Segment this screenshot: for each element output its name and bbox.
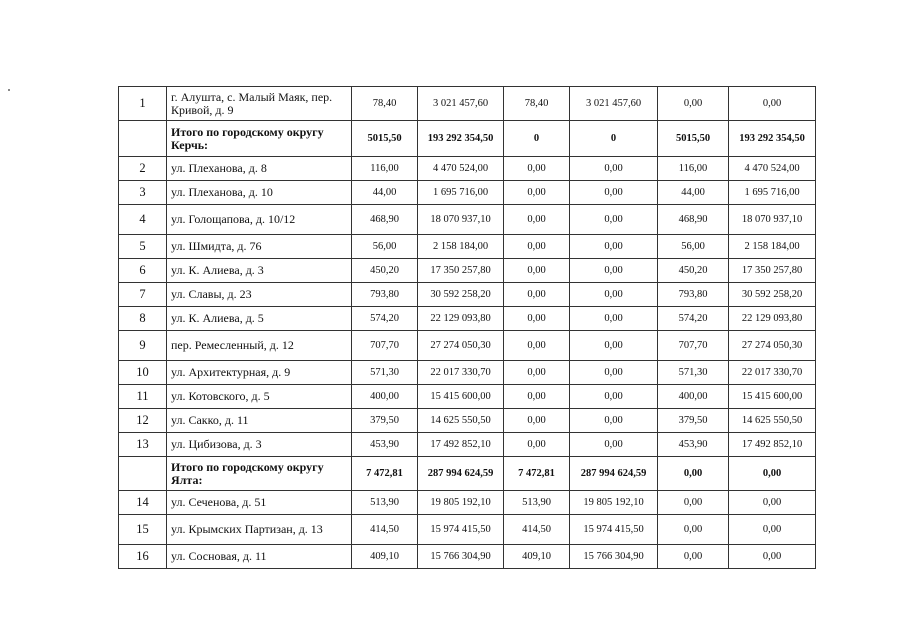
cost-remaining-cell: 30 592 258,20 xyxy=(729,283,816,307)
table-row xyxy=(119,283,816,307)
cost-total-cell: 2 158 184,00 xyxy=(418,235,504,259)
cost-cell: 15 974 415,50 xyxy=(570,515,658,545)
table-row xyxy=(119,385,816,409)
table-row xyxy=(119,259,816,283)
cost-remaining-cell: 0,00 xyxy=(729,545,816,569)
row-number: 11 xyxy=(119,385,167,409)
cost-total-cell: 27 274 050,30 xyxy=(418,331,504,361)
table-row xyxy=(119,491,816,515)
area-cell: 0,00 xyxy=(504,361,570,385)
area-remaining-cell: 56,00 xyxy=(658,235,729,259)
area-total-cell: 7 472,81 xyxy=(352,457,418,491)
area-cell: 0,00 xyxy=(504,235,570,259)
area-remaining-cell: 44,00 xyxy=(658,181,729,205)
subtotal-row xyxy=(119,457,816,491)
cost-total-cell: 22 129 093,80 xyxy=(418,307,504,331)
area-remaining-cell: 574,20 xyxy=(658,307,729,331)
area-cell: 0,00 xyxy=(504,181,570,205)
cost-cell: 287 994 624,59 xyxy=(570,457,658,491)
area-total-cell: 513,90 xyxy=(352,491,418,515)
cost-total-cell: 3 021 457,60 xyxy=(418,87,504,121)
area-cell: 0,00 xyxy=(504,409,570,433)
table-row xyxy=(119,433,816,457)
area-total-cell: 793,80 xyxy=(352,283,418,307)
cost-remaining-cell: 1 695 716,00 xyxy=(729,181,816,205)
cost-remaining-cell: 0,00 xyxy=(729,457,816,491)
area-total-cell: 400,00 xyxy=(352,385,418,409)
area-remaining-cell: 0,00 xyxy=(658,515,729,545)
area-total-cell: 574,20 xyxy=(352,307,418,331)
address-cell: ул. Славы, д. 23 xyxy=(167,283,352,307)
cost-total-cell: 15 415 600,00 xyxy=(418,385,504,409)
row-number: 12 xyxy=(119,409,167,433)
cost-cell: 0,00 xyxy=(570,409,658,433)
address-cell: пер. Ремесленный, д. 12 xyxy=(167,331,352,361)
row-number: 4 xyxy=(119,205,167,235)
area-remaining-cell: 0,00 xyxy=(658,545,729,569)
cost-remaining-cell: 0,00 xyxy=(729,87,816,121)
cost-total-cell: 18 070 937,10 xyxy=(418,205,504,235)
cost-total-cell: 193 292 354,50 xyxy=(418,121,504,157)
table-row xyxy=(119,515,816,545)
row-number: 2 xyxy=(119,157,167,181)
cost-total-cell: 22 017 330,70 xyxy=(418,361,504,385)
cost-cell: 0,00 xyxy=(570,385,658,409)
area-total-cell: 468,90 xyxy=(352,205,418,235)
cost-total-cell: 4 470 524,00 xyxy=(418,157,504,181)
cost-remaining-cell: 4 470 524,00 xyxy=(729,157,816,181)
cost-cell: 0,00 xyxy=(570,433,658,457)
address-cell: ул. Шмидта, д. 76 xyxy=(167,235,352,259)
area-cell: 0,00 xyxy=(504,205,570,235)
area-remaining-cell: 0,00 xyxy=(658,457,729,491)
table-row xyxy=(119,157,816,181)
cost-cell: 3 021 457,60 xyxy=(570,87,658,121)
cost-cell: 0,00 xyxy=(570,307,658,331)
cost-remaining-cell: 0,00 xyxy=(729,515,816,545)
address-cell: ул. К. Алиева, д. 3 xyxy=(167,259,352,283)
address-cell: Итого по городскому округу Керчь: xyxy=(167,121,352,157)
area-total-cell: 571,30 xyxy=(352,361,418,385)
area-total-cell: 450,20 xyxy=(352,259,418,283)
address-cell: ул. Голощапова, д. 10/12 xyxy=(167,205,352,235)
table-row xyxy=(119,361,816,385)
cost-cell: 0,00 xyxy=(570,181,658,205)
table-body xyxy=(119,87,816,569)
area-remaining-cell: 5015,50 xyxy=(658,121,729,157)
cost-remaining-cell: 2 158 184,00 xyxy=(729,235,816,259)
cost-total-cell: 17 492 852,10 xyxy=(418,433,504,457)
area-total-cell: 5015,50 xyxy=(352,121,418,157)
area-total-cell: 414,50 xyxy=(352,515,418,545)
row-number: 14 xyxy=(119,491,167,515)
cost-total-cell: 30 592 258,20 xyxy=(418,283,504,307)
area-cell: 0,00 xyxy=(504,307,570,331)
area-total-cell: 453,90 xyxy=(352,433,418,457)
area-cell: 409,10 xyxy=(504,545,570,569)
address-cell: ул. Котовского, д. 5 xyxy=(167,385,352,409)
area-remaining-cell: 0,00 xyxy=(658,87,729,121)
row-number: 6 xyxy=(119,259,167,283)
area-remaining-cell: 116,00 xyxy=(658,157,729,181)
cost-cell: 0,00 xyxy=(570,331,658,361)
row-number: 8 xyxy=(119,307,167,331)
row-number: 3 xyxy=(119,181,167,205)
table-row xyxy=(119,545,816,569)
area-total-cell: 78,40 xyxy=(352,87,418,121)
row-number: 10 xyxy=(119,361,167,385)
subtotal-row xyxy=(119,121,816,157)
table-row xyxy=(119,87,816,121)
cost-cell: 0 xyxy=(570,121,658,157)
table-row xyxy=(119,307,816,331)
area-remaining-cell: 379,50 xyxy=(658,409,729,433)
row-number xyxy=(119,121,167,157)
row-number: 1 xyxy=(119,87,167,121)
address-cell: ул. Крымских Партизан, д. 13 xyxy=(167,515,352,545)
address-cell: Итого по городскому округу Ялта: xyxy=(167,457,352,491)
cost-remaining-cell: 15 415 600,00 xyxy=(729,385,816,409)
area-cell: 0,00 xyxy=(504,283,570,307)
scan-dot xyxy=(8,89,10,91)
area-total-cell: 379,50 xyxy=(352,409,418,433)
row-number: 16 xyxy=(119,545,167,569)
area-total-cell: 116,00 xyxy=(352,157,418,181)
table-row xyxy=(119,409,816,433)
buildings-table xyxy=(118,86,816,569)
cost-remaining-cell: 14 625 550,50 xyxy=(729,409,816,433)
cost-cell: 0,00 xyxy=(570,205,658,235)
area-remaining-cell: 453,90 xyxy=(658,433,729,457)
area-total-cell: 44,00 xyxy=(352,181,418,205)
area-cell: 0,00 xyxy=(504,157,570,181)
area-cell: 0,00 xyxy=(504,385,570,409)
cost-cell: 0,00 xyxy=(570,157,658,181)
address-cell: ул. Плеханова, д. 10 xyxy=(167,181,352,205)
area-cell: 7 472,81 xyxy=(504,457,570,491)
area-cell: 0,00 xyxy=(504,259,570,283)
address-cell: ул. Плеханова, д. 8 xyxy=(167,157,352,181)
area-remaining-cell: 400,00 xyxy=(658,385,729,409)
area-cell: 0,00 xyxy=(504,331,570,361)
area-cell: 0,00 xyxy=(504,433,570,457)
address-cell: г. Алушта, с. Малый Маяк, пер. Кривой, д. 9 xyxy=(167,87,352,121)
cost-cell: 0,00 xyxy=(570,361,658,385)
address-cell: ул. Архитектурная, д. 9 xyxy=(167,361,352,385)
table-row xyxy=(119,205,816,235)
cost-remaining-cell: 22 129 093,80 xyxy=(729,307,816,331)
cost-total-cell: 19 805 192,10 xyxy=(418,491,504,515)
row-number: 13 xyxy=(119,433,167,457)
cost-cell: 0,00 xyxy=(570,283,658,307)
area-cell: 78,40 xyxy=(504,87,570,121)
area-total-cell: 707,70 xyxy=(352,331,418,361)
area-cell: 0 xyxy=(504,121,570,157)
cost-remaining-cell: 0,00 xyxy=(729,491,816,515)
address-cell: ул. Сосновая, д. 11 xyxy=(167,545,352,569)
cost-cell: 15 766 304,90 xyxy=(570,545,658,569)
cost-total-cell: 17 350 257,80 xyxy=(418,259,504,283)
cost-total-cell: 1 695 716,00 xyxy=(418,181,504,205)
row-number: 7 xyxy=(119,283,167,307)
area-remaining-cell: 450,20 xyxy=(658,259,729,283)
table-row xyxy=(119,181,816,205)
area-total-cell: 409,10 xyxy=(352,545,418,569)
cost-remaining-cell: 18 070 937,10 xyxy=(729,205,816,235)
area-total-cell: 56,00 xyxy=(352,235,418,259)
table-row xyxy=(119,235,816,259)
area-remaining-cell: 0,00 xyxy=(658,491,729,515)
cost-cell: 0,00 xyxy=(570,259,658,283)
area-remaining-cell: 707,70 xyxy=(658,331,729,361)
area-remaining-cell: 793,80 xyxy=(658,283,729,307)
row-number: 9 xyxy=(119,331,167,361)
area-cell: 414,50 xyxy=(504,515,570,545)
address-cell: ул. К. Алиева, д. 5 xyxy=(167,307,352,331)
cost-cell: 0,00 xyxy=(570,235,658,259)
cost-total-cell: 15 766 304,90 xyxy=(418,545,504,569)
address-cell: ул. Сеченова, д. 51 xyxy=(167,491,352,515)
area-cell: 513,90 xyxy=(504,491,570,515)
address-cell: ул. Цибизова, д. 3 xyxy=(167,433,352,457)
cost-remaining-cell: 17 350 257,80 xyxy=(729,259,816,283)
cost-remaining-cell: 27 274 050,30 xyxy=(729,331,816,361)
table-row xyxy=(119,331,816,361)
cost-remaining-cell: 17 492 852,10 xyxy=(729,433,816,457)
area-remaining-cell: 571,30 xyxy=(658,361,729,385)
row-number: 5 xyxy=(119,235,167,259)
row-number xyxy=(119,457,167,491)
area-remaining-cell: 468,90 xyxy=(658,205,729,235)
address-cell: ул. Сакко, д. 11 xyxy=(167,409,352,433)
row-number: 15 xyxy=(119,515,167,545)
cost-total-cell: 287 994 624,59 xyxy=(418,457,504,491)
cost-remaining-cell: 193 292 354,50 xyxy=(729,121,816,157)
cost-total-cell: 14 625 550,50 xyxy=(418,409,504,433)
cost-total-cell: 15 974 415,50 xyxy=(418,515,504,545)
cost-remaining-cell: 22 017 330,70 xyxy=(729,361,816,385)
cost-cell: 19 805 192,10 xyxy=(570,491,658,515)
